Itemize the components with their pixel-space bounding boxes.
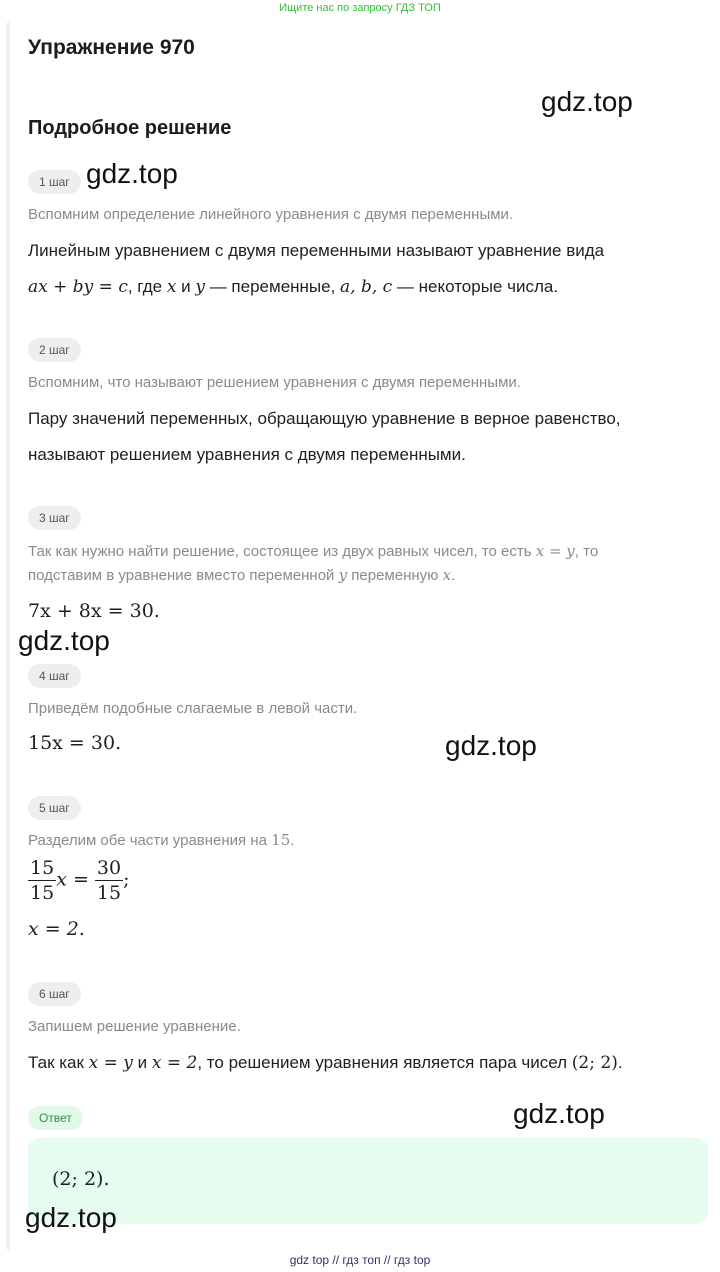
step-text-6 [28, 1045, 698, 1081]
fraction-numerator: 15 [30, 857, 55, 879]
step-text-1a: Линейным уравнением с двумя переменными называют уравнение вида [28, 241, 605, 260]
text-fragment: . [451, 567, 456, 584]
step-badge-2: 2 шаг [28, 338, 81, 362]
step-text-2b: называют решением уравнения с двумя переменными. [28, 445, 466, 464]
text-fragment: . [290, 832, 295, 849]
step-hint-6: Запишем решение уравнение. [28, 1018, 241, 1035]
text-fragment: и [176, 277, 196, 296]
text-fragment: переменную [347, 567, 443, 584]
text-fragment: Разделим обе части уравнения на [28, 832, 272, 849]
watermark: gdz.top [445, 730, 537, 761]
hint-number: 15 [271, 831, 291, 849]
text-fragment: , то [574, 543, 599, 560]
text-fragment: , то решением уравнения является пара чисел [197, 1053, 572, 1072]
equation-step-5 [28, 918, 85, 940]
fraction-right [95, 856, 123, 905]
fraction-var: x = [56, 868, 89, 891]
text-fragment: и [132, 1053, 152, 1072]
var-y: y [195, 277, 205, 297]
var-x: x [442, 566, 452, 584]
watermark: gdz.top [25, 1202, 117, 1233]
equation-xy: x = y [88, 1053, 133, 1073]
top-banner[interactable]: Ищите нас по запросу ГДЗ ТОП [279, 2, 441, 14]
step-badge-3: 3 шаг [28, 506, 81, 530]
text-fragment: Так как [28, 1053, 89, 1072]
answer-value: (2; 2). [52, 1168, 110, 1190]
equation-result: x = 2. [28, 918, 85, 940]
step-hint-3a [28, 539, 688, 564]
watermark: gdz.top [541, 86, 633, 117]
equation-linear: ax + by = c [28, 277, 128, 297]
step-text-2a: Пару значений переменных, обращающую уравнение в верное равенство, [28, 409, 621, 428]
fraction-equation [28, 856, 130, 905]
answer-badge: Ответ [28, 1106, 83, 1130]
step-badge-6: 6 шаг [28, 982, 81, 1006]
pair-value: (2; 2) [571, 1053, 618, 1073]
text-fragment: , где [127, 277, 167, 296]
step-hint-5 [28, 828, 688, 853]
hint-equation: x = y [535, 542, 575, 560]
text-fragment: — переменные, [204, 277, 341, 296]
step-badge-4: 4 шаг [28, 664, 81, 688]
step-hint-1: Вспомним определение линейного уравнения с двумя переменными. [28, 206, 514, 223]
text-fragment: Так как нужно найти решение, состоящее из двух равных чисел, то есть [28, 543, 536, 560]
fraction-left [28, 856, 56, 905]
fraction-end: ; [123, 868, 130, 891]
equation-step-3: 7x + 8x = 30. [28, 600, 160, 622]
section-subtitle: Подробное решение [28, 117, 232, 139]
answer-box [28, 1138, 708, 1224]
var-abc: a, b, c [340, 277, 393, 297]
var-x: x [166, 277, 177, 297]
watermark: gdz.top [86, 158, 178, 189]
text-fragment: — некоторые числа. [392, 277, 559, 296]
step-badge-5: 5 шаг [28, 796, 81, 820]
step-text-1b [28, 269, 698, 305]
equation-step-4: 15x = 30. [28, 732, 122, 754]
step-hint-3b [28, 563, 688, 588]
fraction-denominator: 15 [30, 882, 55, 904]
watermark: gdz.top [18, 625, 110, 656]
var-y: y [338, 566, 348, 584]
text-fragment: подставим в уравнение вместо переменной [28, 567, 339, 584]
fraction-numerator: 30 [96, 857, 122, 879]
fraction-denominator: 15 [96, 882, 122, 904]
step-hint-2: Вспомним, что называют решением уравнения с двумя переменными. [28, 374, 521, 391]
step-hint-4: Приведём подобные слагаемые в левой части. [28, 700, 358, 717]
page-title: Упражнение 970 [28, 36, 195, 59]
step-badge-1: 1 шаг [28, 170, 81, 194]
watermark: gdz.top [513, 1098, 605, 1129]
text-fragment: . [617, 1053, 623, 1072]
footer-links[interactable]: gdz top // гдз топ // гдз top [289, 1253, 431, 1267]
equation-x2: x = 2 [151, 1053, 198, 1073]
